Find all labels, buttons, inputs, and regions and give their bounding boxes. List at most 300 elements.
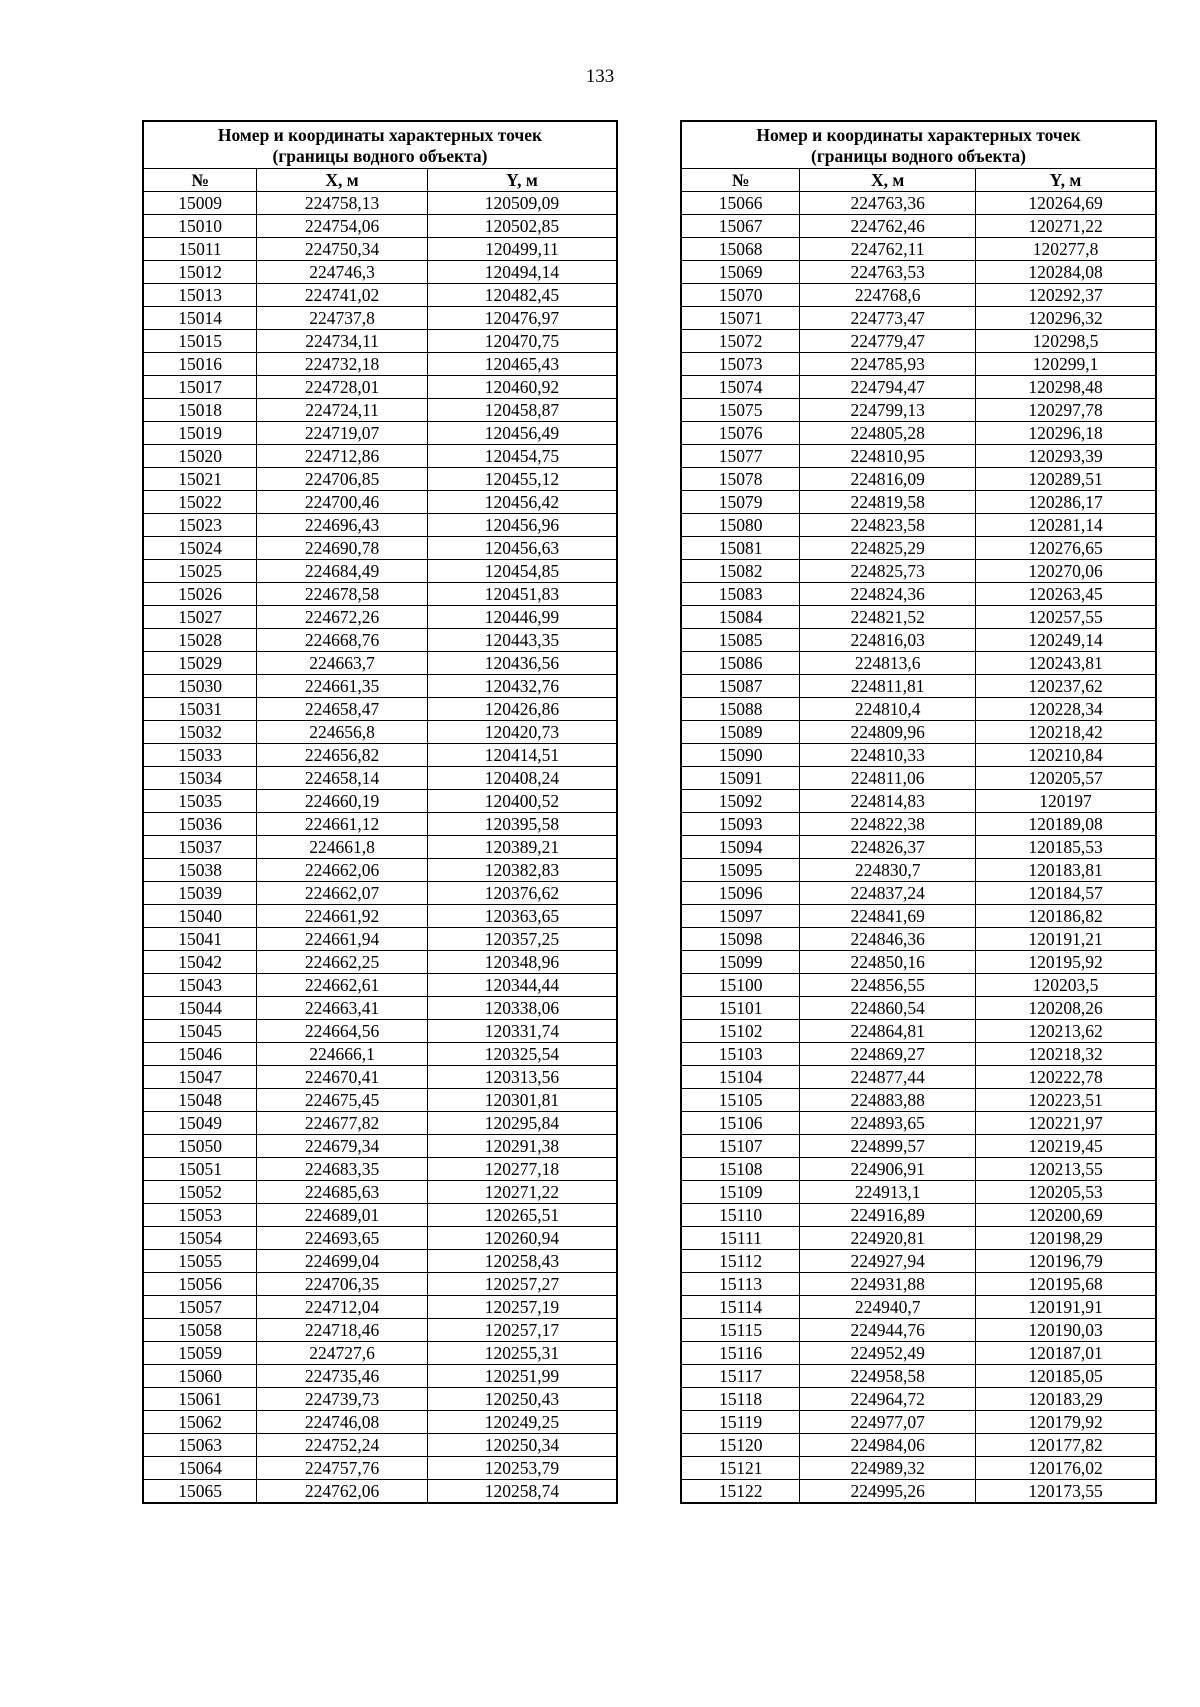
x-coordinate-cell: 224837,24 xyxy=(800,882,976,905)
point-number-cell: 15061 xyxy=(143,1388,257,1411)
y-coordinate-cell: 120297,78 xyxy=(976,399,1157,422)
table-row xyxy=(143,813,617,836)
point-number-cell: 15064 xyxy=(143,1457,257,1480)
table-row xyxy=(681,1043,1156,1066)
point-number-cell: 15029 xyxy=(143,652,257,675)
x-coordinate-cell: 224706,85 xyxy=(257,468,428,491)
table-row xyxy=(143,1066,617,1089)
y-coordinate-cell: 120205,53 xyxy=(976,1181,1157,1204)
table-row xyxy=(143,721,617,744)
point-number-cell: 15112 xyxy=(681,1250,800,1273)
y-coordinate-cell: 120298,5 xyxy=(976,330,1157,353)
table-row xyxy=(143,997,617,1020)
point-number-cell: 15037 xyxy=(143,836,257,859)
x-coordinate-cell: 224958,58 xyxy=(800,1365,976,1388)
table-row xyxy=(681,1342,1156,1365)
table-row xyxy=(681,790,1156,813)
point-number-cell: 15093 xyxy=(681,813,800,836)
table-row xyxy=(143,1411,617,1434)
point-number-cell: 15036 xyxy=(143,813,257,836)
point-number-cell: 15097 xyxy=(681,905,800,928)
x-coordinate-cell: 224679,34 xyxy=(257,1135,428,1158)
y-coordinate-cell: 120208,26 xyxy=(976,997,1157,1020)
y-coordinate-cell: 120298,48 xyxy=(976,376,1157,399)
y-coordinate-cell: 120376,62 xyxy=(427,882,617,905)
table-row xyxy=(681,744,1156,767)
point-number-cell: 15057 xyxy=(143,1296,257,1319)
header-number: № xyxy=(143,169,257,192)
y-coordinate-cell: 120458,87 xyxy=(427,399,617,422)
x-coordinate-cell: 224984,06 xyxy=(800,1434,976,1457)
point-number-cell: 15109 xyxy=(681,1181,800,1204)
x-coordinate-cell: 224846,36 xyxy=(800,928,976,951)
table-row xyxy=(681,537,1156,560)
x-coordinate-cell: 224940,7 xyxy=(800,1296,976,1319)
x-coordinate-cell: 224737,8 xyxy=(257,307,428,330)
table-row xyxy=(681,836,1156,859)
x-coordinate-cell: 224750,34 xyxy=(257,238,428,261)
x-coordinate-cell: 224677,82 xyxy=(257,1112,428,1135)
table-row xyxy=(143,422,617,445)
x-coordinate-cell: 224825,29 xyxy=(800,537,976,560)
table-row xyxy=(681,882,1156,905)
y-coordinate-cell: 120243,81 xyxy=(976,652,1157,675)
y-coordinate-cell: 120249,25 xyxy=(427,1411,617,1434)
x-coordinate-cell: 224995,26 xyxy=(800,1480,976,1504)
table-row xyxy=(681,1296,1156,1319)
y-coordinate-cell: 120255,31 xyxy=(427,1342,617,1365)
point-number-cell: 15009 xyxy=(143,192,257,215)
point-number-cell: 15063 xyxy=(143,1434,257,1457)
table-row xyxy=(143,652,617,675)
x-coordinate-cell: 224763,53 xyxy=(800,261,976,284)
x-coordinate-cell: 224739,73 xyxy=(257,1388,428,1411)
x-coordinate-cell: 224661,92 xyxy=(257,905,428,928)
y-coordinate-cell: 120276,65 xyxy=(976,537,1157,560)
point-number-cell: 15084 xyxy=(681,606,800,629)
table-row xyxy=(143,882,617,905)
table-row xyxy=(681,215,1156,238)
y-coordinate-cell: 120218,32 xyxy=(976,1043,1157,1066)
point-number-cell: 15090 xyxy=(681,744,800,767)
table-row xyxy=(143,1089,617,1112)
point-number-cell: 15069 xyxy=(681,261,800,284)
table-row xyxy=(143,905,617,928)
x-coordinate-cell: 224662,25 xyxy=(257,951,428,974)
y-coordinate-cell: 120176,02 xyxy=(976,1457,1157,1480)
x-coordinate-cell: 224670,41 xyxy=(257,1066,428,1089)
y-coordinate-cell: 120420,73 xyxy=(427,721,617,744)
table-row xyxy=(681,1135,1156,1158)
table-row xyxy=(143,1273,617,1296)
x-coordinate-cell: 224690,78 xyxy=(257,537,428,560)
y-coordinate-cell: 120177,82 xyxy=(976,1434,1157,1457)
table-row xyxy=(681,1158,1156,1181)
point-number-cell: 15023 xyxy=(143,514,257,537)
y-coordinate-cell: 120455,12 xyxy=(427,468,617,491)
point-number-cell: 15021 xyxy=(143,468,257,491)
point-number-cell: 15119 xyxy=(681,1411,800,1434)
y-coordinate-cell: 120257,27 xyxy=(427,1273,617,1296)
y-coordinate-cell: 120456,63 xyxy=(427,537,617,560)
y-coordinate-cell: 120265,51 xyxy=(427,1204,617,1227)
x-coordinate-cell: 224816,03 xyxy=(800,629,976,652)
y-coordinate-cell: 120221,97 xyxy=(976,1112,1157,1135)
point-number-cell: 15086 xyxy=(681,652,800,675)
table-row xyxy=(143,1296,617,1319)
table-row xyxy=(681,1227,1156,1250)
y-coordinate-cell: 120454,75 xyxy=(427,445,617,468)
y-coordinate-cell: 120250,34 xyxy=(427,1434,617,1457)
table-row xyxy=(143,606,617,629)
table-row xyxy=(681,1066,1156,1089)
point-number-cell: 15118 xyxy=(681,1388,800,1411)
table-row xyxy=(143,468,617,491)
point-number-cell: 15014 xyxy=(143,307,257,330)
x-coordinate-cell: 224661,94 xyxy=(257,928,428,951)
x-coordinate-cell: 224850,16 xyxy=(800,951,976,974)
table-row xyxy=(143,1457,617,1480)
x-coordinate-cell: 224658,47 xyxy=(257,698,428,721)
table-row xyxy=(143,675,617,698)
point-number-cell: 15115 xyxy=(681,1319,800,1342)
y-coordinate-cell: 120196,79 xyxy=(976,1250,1157,1273)
y-coordinate-cell: 120313,56 xyxy=(427,1066,617,1089)
x-coordinate-cell: 224661,12 xyxy=(257,813,428,836)
x-coordinate-cell: 224763,36 xyxy=(800,192,976,215)
y-coordinate-cell: 120205,57 xyxy=(976,767,1157,790)
table-row xyxy=(143,445,617,468)
table-row xyxy=(143,307,617,330)
x-coordinate-cell: 224663,7 xyxy=(257,652,428,675)
table-row xyxy=(143,836,617,859)
point-number-cell: 15080 xyxy=(681,514,800,537)
x-coordinate-cell: 224964,72 xyxy=(800,1388,976,1411)
y-coordinate-cell: 120414,51 xyxy=(427,744,617,767)
x-coordinate-cell: 224661,8 xyxy=(257,836,428,859)
point-number-cell: 15101 xyxy=(681,997,800,1020)
point-number-cell: 15049 xyxy=(143,1112,257,1135)
table-row xyxy=(143,1250,617,1273)
table-row xyxy=(681,399,1156,422)
table-row xyxy=(681,606,1156,629)
table-body-left xyxy=(143,192,617,1504)
y-coordinate-cell: 120509,09 xyxy=(427,192,617,215)
x-coordinate-cell: 224822,38 xyxy=(800,813,976,836)
y-coordinate-cell: 120186,82 xyxy=(976,905,1157,928)
table-row xyxy=(143,560,617,583)
point-number-cell: 15034 xyxy=(143,767,257,790)
point-number-cell: 15103 xyxy=(681,1043,800,1066)
table-row xyxy=(143,1181,617,1204)
table-row xyxy=(143,790,617,813)
point-number-cell: 15056 xyxy=(143,1273,257,1296)
point-number-cell: 15031 xyxy=(143,698,257,721)
point-number-cell: 15027 xyxy=(143,606,257,629)
y-coordinate-cell: 120228,34 xyxy=(976,698,1157,721)
caption-line-2: (границы водного объекта) xyxy=(272,146,488,166)
x-coordinate-cell: 224712,04 xyxy=(257,1296,428,1319)
point-number-cell: 15088 xyxy=(681,698,800,721)
x-coordinate-cell: 224718,46 xyxy=(257,1319,428,1342)
table-row xyxy=(143,215,617,238)
point-number-cell: 15039 xyxy=(143,882,257,905)
table-row xyxy=(143,353,617,376)
x-coordinate-cell: 224893,65 xyxy=(800,1112,976,1135)
point-number-cell: 15092 xyxy=(681,790,800,813)
x-coordinate-cell: 224754,06 xyxy=(257,215,428,238)
table-row xyxy=(681,1020,1156,1043)
point-number-cell: 15079 xyxy=(681,491,800,514)
x-coordinate-cell: 224664,56 xyxy=(257,1020,428,1043)
x-coordinate-cell: 224906,91 xyxy=(800,1158,976,1181)
x-coordinate-cell: 224662,06 xyxy=(257,859,428,882)
table-caption xyxy=(143,121,617,169)
y-coordinate-cell: 120456,42 xyxy=(427,491,617,514)
point-number-cell: 15055 xyxy=(143,1250,257,1273)
y-coordinate-cell: 120263,45 xyxy=(976,583,1157,606)
y-coordinate-cell: 120432,76 xyxy=(427,675,617,698)
y-coordinate-cell: 120301,81 xyxy=(427,1089,617,1112)
point-number-cell: 15018 xyxy=(143,399,257,422)
point-number-cell: 15046 xyxy=(143,1043,257,1066)
x-coordinate-cell: 224672,26 xyxy=(257,606,428,629)
point-number-cell: 15019 xyxy=(143,422,257,445)
y-coordinate-cell: 120179,92 xyxy=(976,1411,1157,1434)
table-row xyxy=(143,1158,617,1181)
table-row xyxy=(681,813,1156,836)
table-row xyxy=(681,767,1156,790)
y-coordinate-cell: 120213,62 xyxy=(976,1020,1157,1043)
x-coordinate-cell: 224735,46 xyxy=(257,1365,428,1388)
point-number-cell: 15076 xyxy=(681,422,800,445)
point-number-cell: 15033 xyxy=(143,744,257,767)
point-number-cell: 15040 xyxy=(143,905,257,928)
x-coordinate-cell: 224678,58 xyxy=(257,583,428,606)
point-number-cell: 15070 xyxy=(681,284,800,307)
x-coordinate-cell: 224773,47 xyxy=(800,307,976,330)
y-coordinate-cell: 120299,1 xyxy=(976,353,1157,376)
y-coordinate-cell: 120189,08 xyxy=(976,813,1157,836)
table-row xyxy=(681,307,1156,330)
y-coordinate-cell: 120286,17 xyxy=(976,491,1157,514)
table-row xyxy=(681,583,1156,606)
point-number-cell: 15054 xyxy=(143,1227,257,1250)
table-row xyxy=(143,1112,617,1135)
table-row xyxy=(681,353,1156,376)
table-row xyxy=(143,698,617,721)
table-row xyxy=(143,284,617,307)
table-row xyxy=(681,859,1156,882)
point-number-cell: 15030 xyxy=(143,675,257,698)
point-number-cell: 15098 xyxy=(681,928,800,951)
point-number-cell: 15059 xyxy=(143,1342,257,1365)
x-coordinate-cell: 224794,47 xyxy=(800,376,976,399)
y-coordinate-cell: 120185,53 xyxy=(976,836,1157,859)
y-coordinate-cell: 120185,05 xyxy=(976,1365,1157,1388)
x-coordinate-cell: 224877,44 xyxy=(800,1066,976,1089)
y-coordinate-cell: 120344,44 xyxy=(427,974,617,997)
table-row xyxy=(681,1365,1156,1388)
x-coordinate-cell: 224805,28 xyxy=(800,422,976,445)
x-coordinate-cell: 224728,01 xyxy=(257,376,428,399)
table-row xyxy=(143,629,617,652)
x-coordinate-cell: 224810,95 xyxy=(800,445,976,468)
x-coordinate-cell: 224762,11 xyxy=(800,238,976,261)
y-coordinate-cell: 120277,18 xyxy=(427,1158,617,1181)
point-number-cell: 15108 xyxy=(681,1158,800,1181)
table-row xyxy=(143,974,617,997)
y-coordinate-cell: 120253,79 xyxy=(427,1457,617,1480)
table-row xyxy=(681,468,1156,491)
table-row xyxy=(681,445,1156,468)
x-coordinate-cell: 224662,61 xyxy=(257,974,428,997)
point-number-cell: 15022 xyxy=(143,491,257,514)
table-row xyxy=(143,1480,617,1504)
x-coordinate-cell: 224693,65 xyxy=(257,1227,428,1250)
point-number-cell: 15013 xyxy=(143,284,257,307)
x-coordinate-cell: 224883,88 xyxy=(800,1089,976,1112)
point-number-cell: 15114 xyxy=(681,1296,800,1319)
x-coordinate-cell: 224810,4 xyxy=(800,698,976,721)
x-coordinate-cell: 224952,49 xyxy=(800,1342,976,1365)
point-number-cell: 15110 xyxy=(681,1204,800,1227)
table-row xyxy=(143,744,617,767)
point-number-cell: 15052 xyxy=(143,1181,257,1204)
caption-line-2: (границы водного объекта) xyxy=(811,146,1026,166)
point-number-cell: 15024 xyxy=(143,537,257,560)
y-coordinate-cell: 120251,99 xyxy=(427,1365,617,1388)
table-row xyxy=(143,1365,617,1388)
table-caption xyxy=(681,121,1156,169)
y-coordinate-cell: 120470,75 xyxy=(427,330,617,353)
x-coordinate-cell: 224685,63 xyxy=(257,1181,428,1204)
point-number-cell: 15062 xyxy=(143,1411,257,1434)
point-number-cell: 15107 xyxy=(681,1135,800,1158)
y-coordinate-cell: 120184,57 xyxy=(976,882,1157,905)
header-x: X, м xyxy=(257,169,428,192)
table-row xyxy=(681,997,1156,1020)
x-coordinate-cell: 224841,69 xyxy=(800,905,976,928)
y-coordinate-cell: 120191,21 xyxy=(976,928,1157,951)
y-coordinate-cell: 120325,54 xyxy=(427,1043,617,1066)
x-coordinate-cell: 224920,81 xyxy=(800,1227,976,1250)
table-row xyxy=(143,537,617,560)
x-coordinate-cell: 224741,02 xyxy=(257,284,428,307)
table-row xyxy=(143,514,617,537)
y-coordinate-cell: 120249,14 xyxy=(976,629,1157,652)
point-number-cell: 15121 xyxy=(681,1457,800,1480)
point-number-cell: 15113 xyxy=(681,1273,800,1296)
y-coordinate-cell: 120499,11 xyxy=(427,238,617,261)
y-coordinate-cell: 120296,18 xyxy=(976,422,1157,445)
coordinates-table-left xyxy=(142,120,618,1504)
table-row xyxy=(681,376,1156,399)
point-number-cell: 15105 xyxy=(681,1089,800,1112)
header-y: Y, м xyxy=(427,169,617,192)
x-coordinate-cell: 224899,57 xyxy=(800,1135,976,1158)
y-coordinate-cell: 120258,43 xyxy=(427,1250,617,1273)
x-coordinate-cell: 224700,46 xyxy=(257,491,428,514)
point-number-cell: 15035 xyxy=(143,790,257,813)
point-number-cell: 15081 xyxy=(681,537,800,560)
y-coordinate-cell: 120271,22 xyxy=(976,215,1157,238)
x-coordinate-cell: 224757,76 xyxy=(257,1457,428,1480)
y-coordinate-cell: 120331,74 xyxy=(427,1020,617,1043)
y-coordinate-cell: 120173,55 xyxy=(976,1480,1157,1504)
y-coordinate-cell: 120271,22 xyxy=(427,1181,617,1204)
point-number-cell: 15094 xyxy=(681,836,800,859)
y-coordinate-cell: 120456,49 xyxy=(427,422,617,445)
x-coordinate-cell: 224668,76 xyxy=(257,629,428,652)
y-coordinate-cell: 120446,99 xyxy=(427,606,617,629)
x-coordinate-cell: 224696,43 xyxy=(257,514,428,537)
header-number: № xyxy=(681,169,800,192)
coordinates-table-right xyxy=(680,120,1157,1504)
x-coordinate-cell: 224785,93 xyxy=(800,353,976,376)
y-coordinate-cell: 120389,21 xyxy=(427,836,617,859)
y-coordinate-cell: 120456,96 xyxy=(427,514,617,537)
table-row xyxy=(681,928,1156,951)
table-row xyxy=(681,1457,1156,1480)
table-row xyxy=(681,1388,1156,1411)
x-coordinate-cell: 224913,1 xyxy=(800,1181,976,1204)
point-number-cell: 15011 xyxy=(143,238,257,261)
point-number-cell: 15122 xyxy=(681,1480,800,1504)
point-number-cell: 15058 xyxy=(143,1319,257,1342)
point-number-cell: 15083 xyxy=(681,583,800,606)
y-coordinate-cell: 120293,39 xyxy=(976,445,1157,468)
y-coordinate-cell: 120219,45 xyxy=(976,1135,1157,1158)
y-coordinate-cell: 120338,06 xyxy=(427,997,617,1020)
point-number-cell: 15087 xyxy=(681,675,800,698)
x-coordinate-cell: 224814,83 xyxy=(800,790,976,813)
point-number-cell: 15025 xyxy=(143,560,257,583)
x-coordinate-cell: 224758,13 xyxy=(257,192,428,215)
y-coordinate-cell: 120197 xyxy=(976,790,1157,813)
table-row xyxy=(681,698,1156,721)
x-coordinate-cell: 224762,46 xyxy=(800,215,976,238)
y-coordinate-cell: 120210,84 xyxy=(976,744,1157,767)
point-number-cell: 15026 xyxy=(143,583,257,606)
y-coordinate-cell: 120200,69 xyxy=(976,1204,1157,1227)
x-coordinate-cell: 224799,13 xyxy=(800,399,976,422)
x-coordinate-cell: 224752,24 xyxy=(257,1434,428,1457)
point-number-cell: 15104 xyxy=(681,1066,800,1089)
x-coordinate-cell: 224860,54 xyxy=(800,997,976,1020)
table-row xyxy=(143,859,617,882)
point-number-cell: 15075 xyxy=(681,399,800,422)
point-number-cell: 15043 xyxy=(143,974,257,997)
x-coordinate-cell: 224689,01 xyxy=(257,1204,428,1227)
x-coordinate-cell: 224724,11 xyxy=(257,399,428,422)
x-coordinate-cell: 224779,47 xyxy=(800,330,976,353)
point-number-cell: 15099 xyxy=(681,951,800,974)
y-coordinate-cell: 120195,92 xyxy=(976,951,1157,974)
point-number-cell: 15085 xyxy=(681,629,800,652)
caption-line-1: Номер и координаты характерных точек xyxy=(217,125,543,145)
point-number-cell: 15028 xyxy=(143,629,257,652)
point-number-cell: 15051 xyxy=(143,1158,257,1181)
y-coordinate-cell: 120250,43 xyxy=(427,1388,617,1411)
table-row xyxy=(143,376,617,399)
x-coordinate-cell: 224683,35 xyxy=(257,1158,428,1181)
table-row xyxy=(143,261,617,284)
x-coordinate-cell: 224699,04 xyxy=(257,1250,428,1273)
y-coordinate-cell: 120198,29 xyxy=(976,1227,1157,1250)
x-coordinate-cell: 224660,19 xyxy=(257,790,428,813)
x-coordinate-cell: 224727,6 xyxy=(257,1342,428,1365)
